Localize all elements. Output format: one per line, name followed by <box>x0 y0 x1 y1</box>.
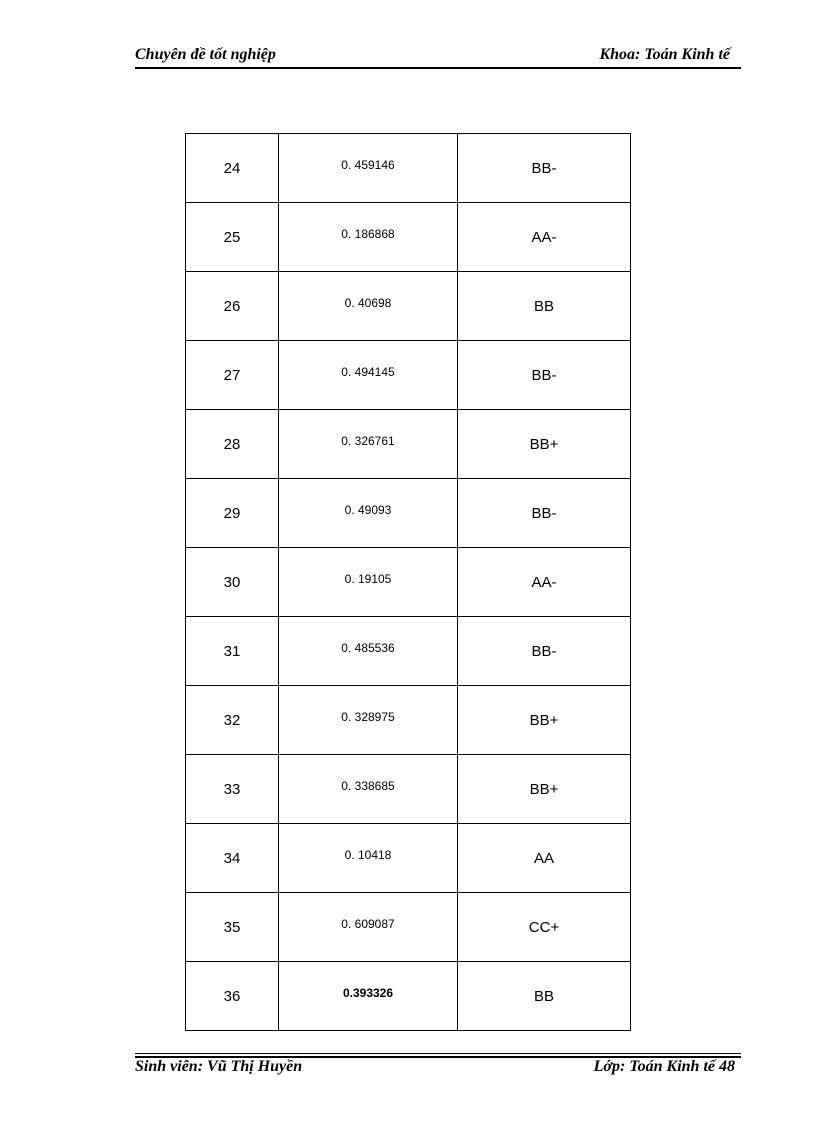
row-index: 25 <box>186 203 279 272</box>
row-index: 30 <box>186 548 279 617</box>
header-department: Khoa: Toán Kinh tế <box>599 46 730 63</box>
table-row <box>186 824 631 893</box>
row-index: 32 <box>186 686 279 755</box>
row-rank: AA- <box>458 203 631 272</box>
row-rank: BB- <box>458 341 631 410</box>
footer-class: Lớp: Toán Kinh tế 48 <box>593 1058 735 1075</box>
row-value: 0. 186868 <box>279 203 458 272</box>
table-row <box>186 134 631 203</box>
table-row <box>186 272 631 341</box>
row-value: 0. 609087 <box>279 893 458 962</box>
table-row <box>186 893 631 962</box>
row-rank: BB <box>458 962 631 1031</box>
header-divider <box>135 67 741 69</box>
row-value: 0. 338685 <box>279 755 458 824</box>
table-row <box>186 548 631 617</box>
row-rank: BB+ <box>458 410 631 479</box>
table-row <box>186 686 631 755</box>
header-title: Chuyên đề tốt nghiệp <box>135 46 276 63</box>
row-rank: CC+ <box>458 893 631 962</box>
rating-table <box>185 133 631 1031</box>
row-value: 0. 459146 <box>279 134 458 203</box>
row-value: 0. 40698 <box>279 272 458 341</box>
row-index: 33 <box>186 755 279 824</box>
row-value: 0. 485536 <box>279 617 458 686</box>
row-index: 31 <box>186 617 279 686</box>
row-index: 29 <box>186 479 279 548</box>
table-row <box>186 755 631 824</box>
row-index: 36 <box>186 962 279 1031</box>
row-rank: BB- <box>458 134 631 203</box>
page-header <box>135 46 740 66</box>
row-rank: BB- <box>458 479 631 548</box>
rating-table-wrapper <box>185 133 631 1031</box>
table-row <box>186 962 631 1031</box>
row-index: 24 <box>186 134 279 203</box>
row-rank: AA- <box>458 548 631 617</box>
row-index: 28 <box>186 410 279 479</box>
table-row <box>186 203 631 272</box>
footer-student: Sinh viên: Vũ Thị Huyền <box>135 1058 303 1075</box>
row-value: 0. 49093 <box>279 479 458 548</box>
row-value: 0. 328975 <box>279 686 458 755</box>
table-row <box>186 479 631 548</box>
table-row <box>186 341 631 410</box>
table-row <box>186 617 631 686</box>
row-value: 0. 494145 <box>279 341 458 410</box>
row-index: 35 <box>186 893 279 962</box>
row-index: 34 <box>186 824 279 893</box>
page-footer <box>135 1058 740 1078</box>
row-value: 0. 326761 <box>279 410 458 479</box>
row-rank: BB+ <box>458 686 631 755</box>
footer-divider-thin <box>135 1053 741 1054</box>
row-index: 26 <box>186 272 279 341</box>
row-value: 0. 10418 <box>279 824 458 893</box>
row-rank: BB <box>458 272 631 341</box>
row-value: 0. 19105 <box>279 548 458 617</box>
row-rank: BB+ <box>458 755 631 824</box>
table-row <box>186 410 631 479</box>
row-rank: AA <box>458 824 631 893</box>
row-value: 0.393326 <box>279 962 458 1031</box>
row-rank: BB- <box>458 617 631 686</box>
row-index: 27 <box>186 341 279 410</box>
